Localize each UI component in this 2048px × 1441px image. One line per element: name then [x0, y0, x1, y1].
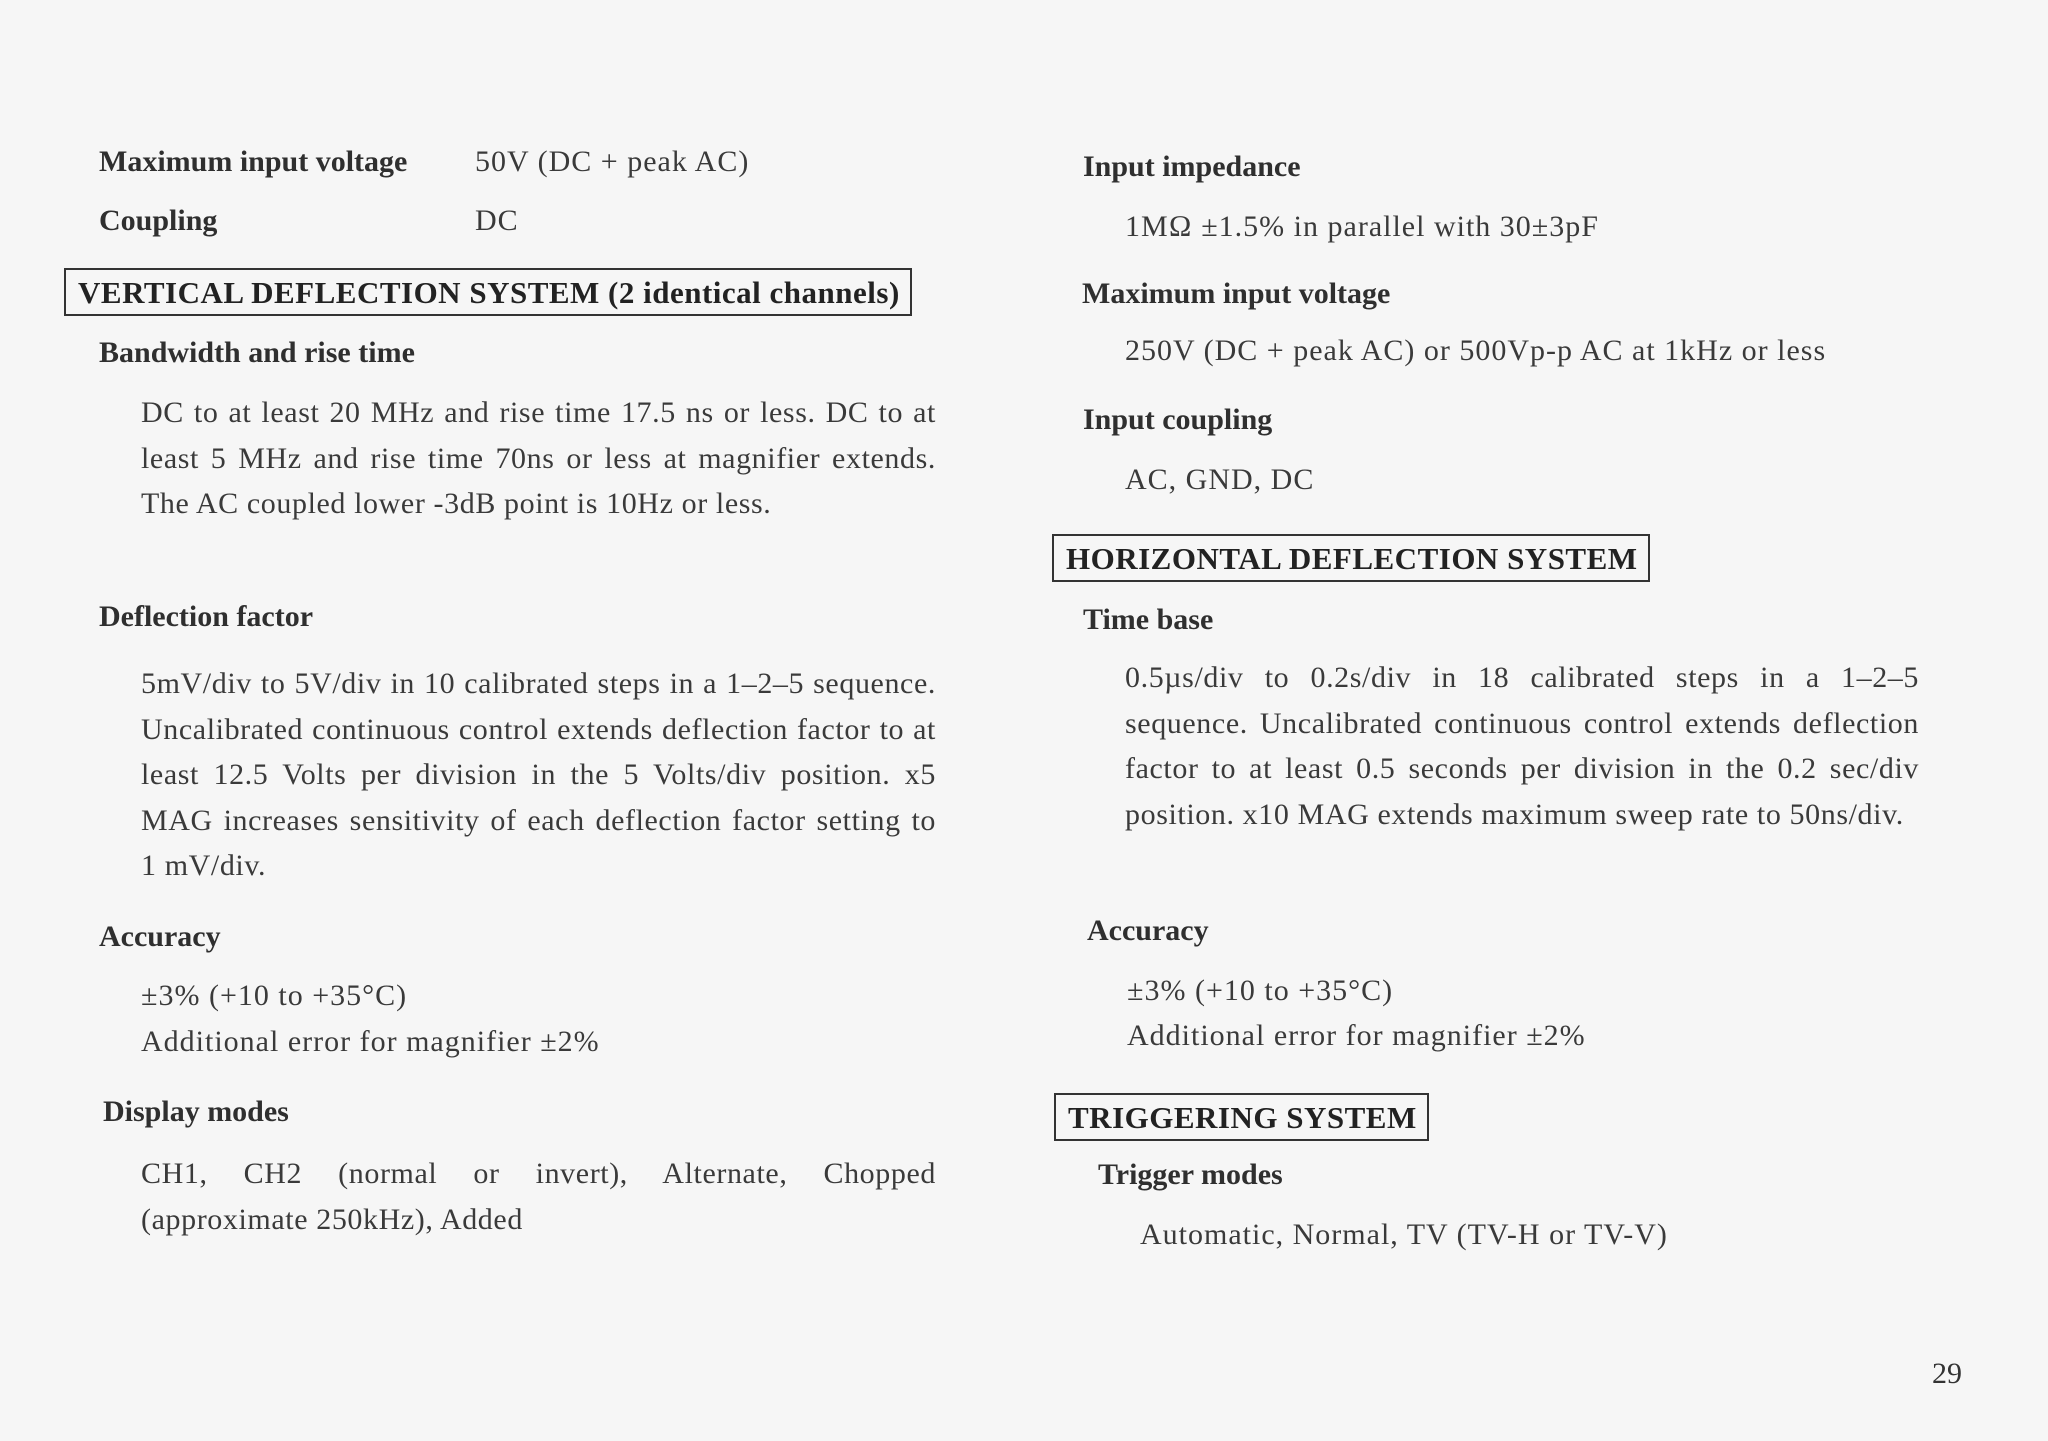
deflection-factor-label: Deflection factor — [99, 600, 314, 633]
right-max-input-voltage-value: 250V (DC + peak AC) or 500Vp-p AC at 1kHz or less — [1125, 334, 1827, 367]
right-accuracy-label: Accuracy — [1087, 914, 1209, 947]
page-number: 29 — [1932, 1357, 1962, 1390]
display-modes-text: CH1, CH2 (normal or invert), Alternate, Chopped (approximate 250kHz), Added — [141, 1157, 936, 1236]
deflection-factor-text: 5mV/div to 5V/div in 10 calibrated steps in a 1–2–5 sequence. Uncalibrated continuous control extends deflection factor to at least 12.5 Volts per division in the 5 Volts/div position. x5 MAG increases sensitivity of each deflection factor setting to 1 mV/div. — [141, 667, 936, 882]
triggering-system-header: TRIGGERING SYSTEM — [1054, 1093, 1429, 1141]
coupling-value: DC — [475, 204, 519, 237]
horizontal-deflection-header: HORIZONTAL DEFLECTION SYSTEM — [1052, 534, 1650, 582]
trigger-modes-value: Automatic, Normal, TV (TV-H or TV-V) — [1140, 1218, 1668, 1251]
accuracy-line-1: ±3% (+10 to +35°C) — [141, 979, 408, 1012]
right-max-input-voltage-label: Maximum input voltage — [1082, 277, 1391, 310]
max-input-voltage-value: 50V (DC + peak AC) — [475, 145, 750, 178]
input-impedance-label: Input impedance — [1083, 150, 1301, 183]
accuracy-label: Accuracy — [99, 920, 221, 953]
input-impedance-value: 1MΩ ±1.5% in parallel with 30±3pF — [1125, 210, 1599, 243]
bandwidth-label: Bandwidth and rise time — [99, 336, 415, 369]
right-accuracy-line-1: ±3% (+10 to +35°C) — [1127, 974, 1394, 1007]
max-input-voltage-label: Maximum input voltage — [99, 145, 408, 178]
vertical-deflection-header: VERTICAL DEFLECTION SYSTEM (2 identical channels) — [64, 268, 912, 316]
time-base-text: 0.5µs/div to 0.2s/div in 18 calibrated steps in a 1–2–5 sequence. Uncalibrated continuous control extends deflection factor to at least 0.5 seconds per division in the 0.2 sec/div position. x10 MAG extends maximum sweep rate to 50ns/div. — [1125, 661, 1919, 831]
right-accuracy-line-2: Additional error for magnifier ±2% — [1127, 1019, 1586, 1052]
input-coupling-value: AC, GND, DC — [1125, 463, 1315, 496]
accuracy-line-2: Additional error for magnifier ±2% — [141, 1025, 600, 1058]
trigger-modes-label: Trigger modes — [1098, 1158, 1283, 1191]
coupling-label: Coupling — [99, 204, 218, 237]
bandwidth-text: DC to at least 20 MHz and rise time 17.5 ns or less. DC to at least 5 MHz and rise time 70ns or less at magnifier extends. The AC coupled lower -3dB point is 10Hz or less. — [141, 396, 936, 520]
display-modes-label: Display modes — [103, 1095, 289, 1128]
time-base-label: Time base — [1083, 603, 1214, 636]
input-coupling-label: Input coupling — [1083, 403, 1273, 436]
